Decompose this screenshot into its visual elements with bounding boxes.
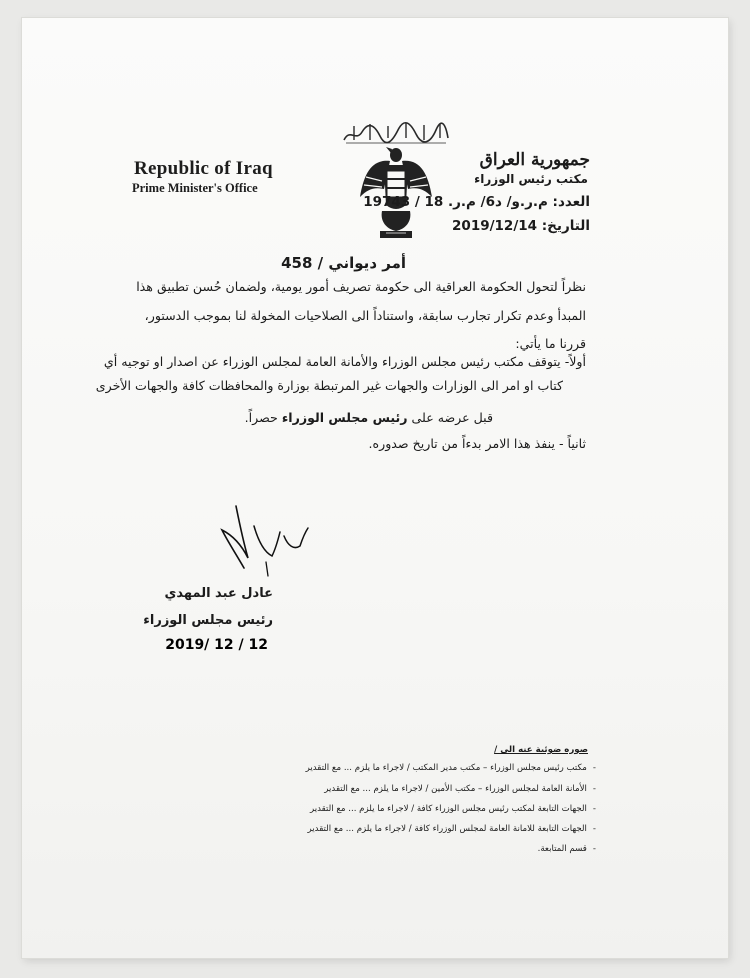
body-line-5: كتاب او امر الى الوزارات والجهات غير المرتبطة بوزارة والمحافظات كافة والجهات الأخرى (95, 378, 563, 393)
iraq-eagle-emblem (356, 143, 436, 243)
signatory-name: عادل عبد المهدي (164, 586, 273, 601)
basmala-calligraphy (340, 118, 452, 146)
cc-title: صوره ضوئية عنه الى / (494, 745, 588, 755)
header-ar-subtitle: مكتب رئيس الوزراء (474, 172, 588, 186)
cc-item: -الجهات التابعة لمكتب رئيس مجلس الوزراء كافة / لاجراء ما يلزم ... مع التقدير (310, 804, 596, 814)
order-title: أمر ديواني / 458 (281, 254, 406, 272)
header-ar-title: جمهورية العراق (479, 150, 590, 170)
body-line-2: المبدأ وعدم تكرار تجارب سابقة، واستناداً الى الصلاحيات المخولة لنا بموجب الدستور، (144, 308, 586, 323)
signatory-title: رئيس مجلس الوزراء (143, 613, 273, 628)
cc-item: -الجهات التابعة للامانة العامة لمجلس الوزراء كافة / لاجراء ما يلزم ... مع التقدير (307, 824, 596, 834)
cc-item: -مكتب رئيس مجلس الوزراء – مكتب مدير المكتب / لاجراء ما يلزم ... مع التقدير (305, 763, 596, 773)
cc-item-text: قسم المتابعة. (537, 844, 587, 854)
body-line-4: أولاً- يتوقف مكتب رئيس مجلس الوزراء والأمانة العامة لمجلس الوزراء عن اصدار او توجيه أي (103, 354, 586, 369)
body-line-7: ثانياً - ينفذ هذا الامر بدءاً من تاريخ صدوره. (368, 436, 586, 451)
cc-item: -قسم المتابعة. (537, 844, 596, 854)
document-page (22, 18, 728, 958)
body-line-6-prefix: قبل عرضه على (407, 410, 493, 425)
cc-item-text: مكتب رئيس مجلس الوزراء – مكتب مدير المكتب / لاجراء ما يلزم ... مع التقدير (305, 763, 587, 773)
body-line-1: نظراً لتحول الحكومة العراقية الى حكومة تصريف أمور يومية، ولضمان حُسن تطبيق هذا (136, 279, 586, 294)
cc-item-text: الجهات التابعة لمكتب رئيس مجلس الوزراء كافة / لاجراء ما يلزم ... مع التقدير (310, 804, 587, 814)
cc-item-text: الجهات التابعة للامانة العامة لمجلس الوزراء كافة / لاجراء ما يلزم ... مع التقدير (307, 824, 587, 834)
body-line-6-suffix: حصراً. (244, 410, 282, 425)
body-line-6 (245, 410, 493, 425)
handwritten-signature (214, 496, 324, 586)
body-line-3: قررنا ما يأتي: (515, 336, 586, 351)
cc-item: -الأمانة العامة لمجلس الوزراء – مكتب الأمين / لاجراء ما يلزم ... مع التقدير (324, 784, 596, 794)
header-en-title: Republic of Iraq (134, 158, 273, 179)
cc-item-text: الأمانة العامة لمجلس الوزراء – مكتب الأمين / لاجراء ما يلزم ... مع التقدير (324, 784, 587, 794)
reference-number: العدد: م.ر.و/ د6/ م.ر. 18 / 19743 (363, 194, 590, 210)
header-en-subtitle: Prime Minister's Office (132, 181, 258, 195)
signature-date: 2019/ 12 / 12 (165, 637, 268, 653)
document-date: التاريخ: 2019/12/14 (452, 218, 590, 234)
body-line-6-bold: رئيس مجلس الوزراء (281, 410, 408, 425)
